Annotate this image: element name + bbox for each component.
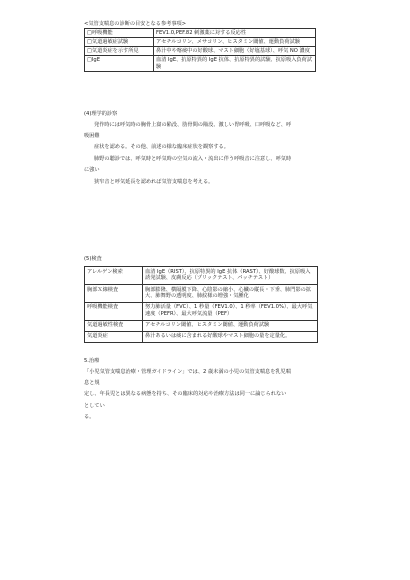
row-value: アセチルコリン、メサコリン、ヒスタミン閾値、運動負荷試験 xyxy=(154,38,316,47)
paragraph-line: 吸困難 xyxy=(84,133,100,139)
paragraph-line: に強い xyxy=(84,167,100,173)
row-value: 血清 IgE（RIST）、抗原特異的 IgE 抗体（RAST）、好酸球数、抗原吸入誘発試験、皮膚反応（プリックテスト、パッチテスト） xyxy=(143,267,318,285)
table-row xyxy=(85,29,316,38)
row-label: 呼吸機能検査 xyxy=(85,302,143,320)
paragraph-line: 息と規 xyxy=(84,380,100,386)
row-label: アレルゲン検索 xyxy=(85,267,143,285)
paragraph-line: としてい xyxy=(84,403,105,409)
tests-table xyxy=(84,266,318,343)
reference-table xyxy=(84,28,316,72)
row-label: 気道炎症 xyxy=(85,331,143,342)
row-value: 努力肺活量（FVC）、1 秒量（FEV1.0）、1 秒率（FEV1.0%）、最大呼気速度（PEFR）、最大呼気流量（PEF） xyxy=(143,302,318,320)
row-label: 気道過敏性検査 xyxy=(85,320,143,331)
table-row xyxy=(85,56,316,72)
row-label: □気道炎症を示す所見 xyxy=(85,47,154,56)
paragraph-line: る。 xyxy=(84,414,95,420)
table-row xyxy=(85,331,318,342)
row-value: 鼻汁中や喀痰中の好酸球、マスト細胞（好塩基球）、呼気 NO 濃度 xyxy=(154,47,316,56)
tests-heading: (5)検査 xyxy=(84,256,102,262)
paragraph-line: 定し、年長児とは異なる病態を持ち、その臨床的対応や治療方法は同一に論じられない xyxy=(84,391,287,397)
paragraph-line: 発作時には呼気時の胸骨上窩の陥没、肋骨間の陥没、激しい胃呼吸、口呼吸など、呼 xyxy=(94,122,292,128)
table-row xyxy=(85,284,318,302)
table-row xyxy=(85,302,318,320)
row-value: 鼻汁あるいは痰に含まれる好酸球やマスト細胞の量を定量化。 xyxy=(143,331,318,342)
row-label: □呼吸機能 xyxy=(85,29,154,38)
paragraph-line: 肺野の聴診では、呼気時と呼気時の空気の流入・流出に伴う呼吸音に注意し、呼気時 xyxy=(94,156,292,162)
row-value: 血清 IgE、抗原特異的 IgE 抗体、抗原特異的試験、抗原吸入負荷試験 xyxy=(154,56,316,72)
treatment-heading: 5.治療 xyxy=(84,358,100,364)
paragraph-line: 「小児気管支喘息治療・管理ガイドライン」では、2 歳未満の小児の気管支喘息を乳児喘 xyxy=(84,369,291,375)
row-value: 胸部膨隆、横隔膜下降、心陰影の縮小、心臓の縦長・下垂、肺門影の拡大、肺舞野の透明度、肺紋様の増強・気腫化 xyxy=(143,284,318,302)
table-row xyxy=(85,47,316,56)
row-label: □IgE xyxy=(85,56,154,72)
row-label: □気道過敏症試験 xyxy=(85,38,154,47)
physical-exam-heading: (4)理学的診察 xyxy=(84,111,118,117)
reference-title: <気管支喘息の診断の目安となる参考事項> xyxy=(84,21,187,27)
row-value: FEV1.0,PEF.82 刺激薬に対する反応性 xyxy=(154,29,316,38)
table-row xyxy=(85,38,316,47)
table-row xyxy=(85,320,318,331)
paragraph-line: 狭窄音と呼気延長を認めれば気管支喘息を考える。 xyxy=(94,179,214,185)
table-row xyxy=(85,267,318,285)
row-label: 胸部Ｘ線検査 xyxy=(85,284,143,302)
paragraph-line: 症状を認める。その他、前述の様な臨床症状を観察する。 xyxy=(94,144,229,150)
row-value: アセチルコリン閾値、ヒスタミン閾値、運動負荷試験 xyxy=(143,320,318,331)
